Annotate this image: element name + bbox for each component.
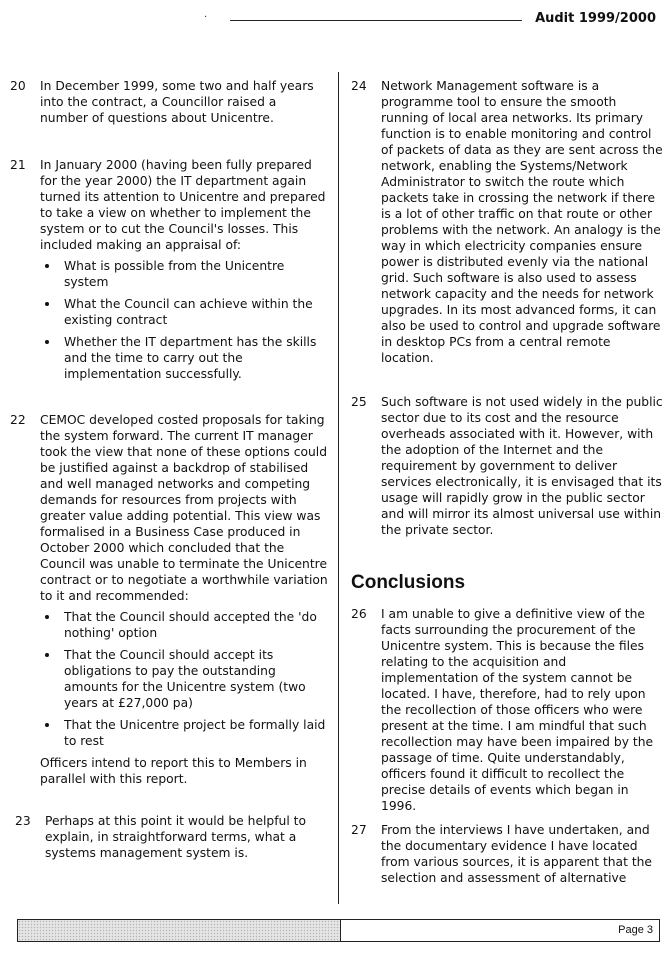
paragraph-text: In January 2000 (having been fully prepared for the year 2000) the IT department again turned its attention to Unicentre and prepared to take a view on whether to implement the system or to cut the Council's losses. This included making an appraisal of:: [40, 158, 326, 252]
section-heading: Conclusions: [351, 572, 466, 593]
paragraph-number: 20: [10, 79, 26, 93]
paragraph-24: [351, 78, 663, 366]
bullet-item: What the Council can achieve within the existing contract: [40, 296, 328, 328]
paragraph-text: Such software is not used widely in the public sector due to its cost and the resource overheads associated with it. However, with the adoption of the Internet and the requirement by government to deliver services electronically, it is envisaged that its usage will rapidly grow in the public sector and will mirror its almost universal use within the private sector.: [381, 395, 663, 537]
paragraph-text: Perhaps at this point it would be helpful to explain, in straightforward terms, what a systems management system is.: [45, 814, 307, 860]
paragraph-21: [10, 157, 328, 388]
paragraph-text: Network Management software is a programme tool to ensure the smooth running of local area networks. Its primary function is to enable monitoring and control of packets of data as they are sent across the network, enabling the Systems/Network Administrator to switch the route which packets take in crossing the network if there is a lot of other traffic on that route or other problems with the network. An analogy is the way in which electricity companies ensure power is distributed evenly via the national grid. Such software is also used to assess network capacity and the needs for network upgrades. In its most advanced forms, it can also be used to control and upgrade software in desktop PCs from a central remote location.: [381, 79, 663, 365]
page-number: Page 3: [618, 924, 653, 936]
paragraph-number: 25: [351, 395, 367, 409]
bullet-item: That the Council should accepted the 'do nothing' option: [40, 609, 328, 641]
page-header-title: Audit 1999/2000: [535, 11, 656, 26]
paragraph-25: [351, 394, 663, 538]
bullet-item: Whether the IT department has the skills and the time to carry out the implementation successfully.: [40, 334, 328, 382]
paragraph-closing: Officers intend to report this to Members in parallel with this report.: [40, 756, 307, 786]
left-column: [10, 78, 328, 861]
paragraph-22: [10, 412, 328, 787]
paragraph-text: CEMOC developed costed proposals for taking the system forward. The current IT manager took the view that none of these options could be justified against a backdrop of stabilised and well managed networks and competing demands for resources from projects with greater value adding potential. This view was formalised in a Business Case produced in October 2000 which concluded that the Council was unable to terminate the Unicentre contract or to negotiate a worthwhile variation to it and recommended:: [40, 413, 328, 603]
paragraph-text: In December 1999, some two and half years into the contract, a Councillor raised a number of questions about Unicentre.: [40, 79, 314, 125]
paragraph-number: 24: [351, 79, 367, 93]
paragraph-23: [10, 813, 328, 861]
right-column: [351, 78, 663, 886]
header-rule: [230, 20, 522, 21]
paragraph-number: 22: [10, 413, 26, 427]
bullet-item: That the Council should accept its obligations to pay the outstanding amounts for the Unicentre system (two years at £27,000 pa): [40, 647, 328, 711]
footer-pattern: [18, 920, 341, 941]
paragraph-number: 21: [10, 158, 26, 172]
header-mark: ·: [204, 12, 208, 23]
paragraph-text: From the interviews I have undertaken, and the documentary evidence I have located from various sources, it is apparent that the selection and assessment of alternative: [381, 823, 652, 885]
bullet-list: [40, 609, 328, 749]
paragraph-20: [10, 78, 328, 126]
paragraph-27: [351, 822, 663, 886]
bullet-list: [40, 258, 328, 382]
bullet-item: What is possible from the Unicentre system: [40, 258, 328, 290]
paragraph-text: I am unable to give a definitive view of the facts surrounding the procurement of the Unicentre system. This is because the files relating to the acquisition and implementation of the system cannot be located. I have, therefore, had to rely upon the recollection of those officers who were present at the time. I am mindful that such recollection may have been impaired by the passage of time. Quite understandably, officers found it difficult to recollect the precise details of events which began in 1996.: [381, 607, 654, 813]
paragraph-number: 26: [351, 607, 367, 621]
paragraph-number: 23: [15, 814, 31, 828]
bullet-item: That the Unicentre project be formally laid to rest: [40, 717, 328, 749]
page-footer: [17, 919, 660, 942]
paragraph-26: [351, 606, 663, 814]
column-divider: [338, 72, 339, 904]
paragraph-number: 27: [351, 823, 367, 837]
